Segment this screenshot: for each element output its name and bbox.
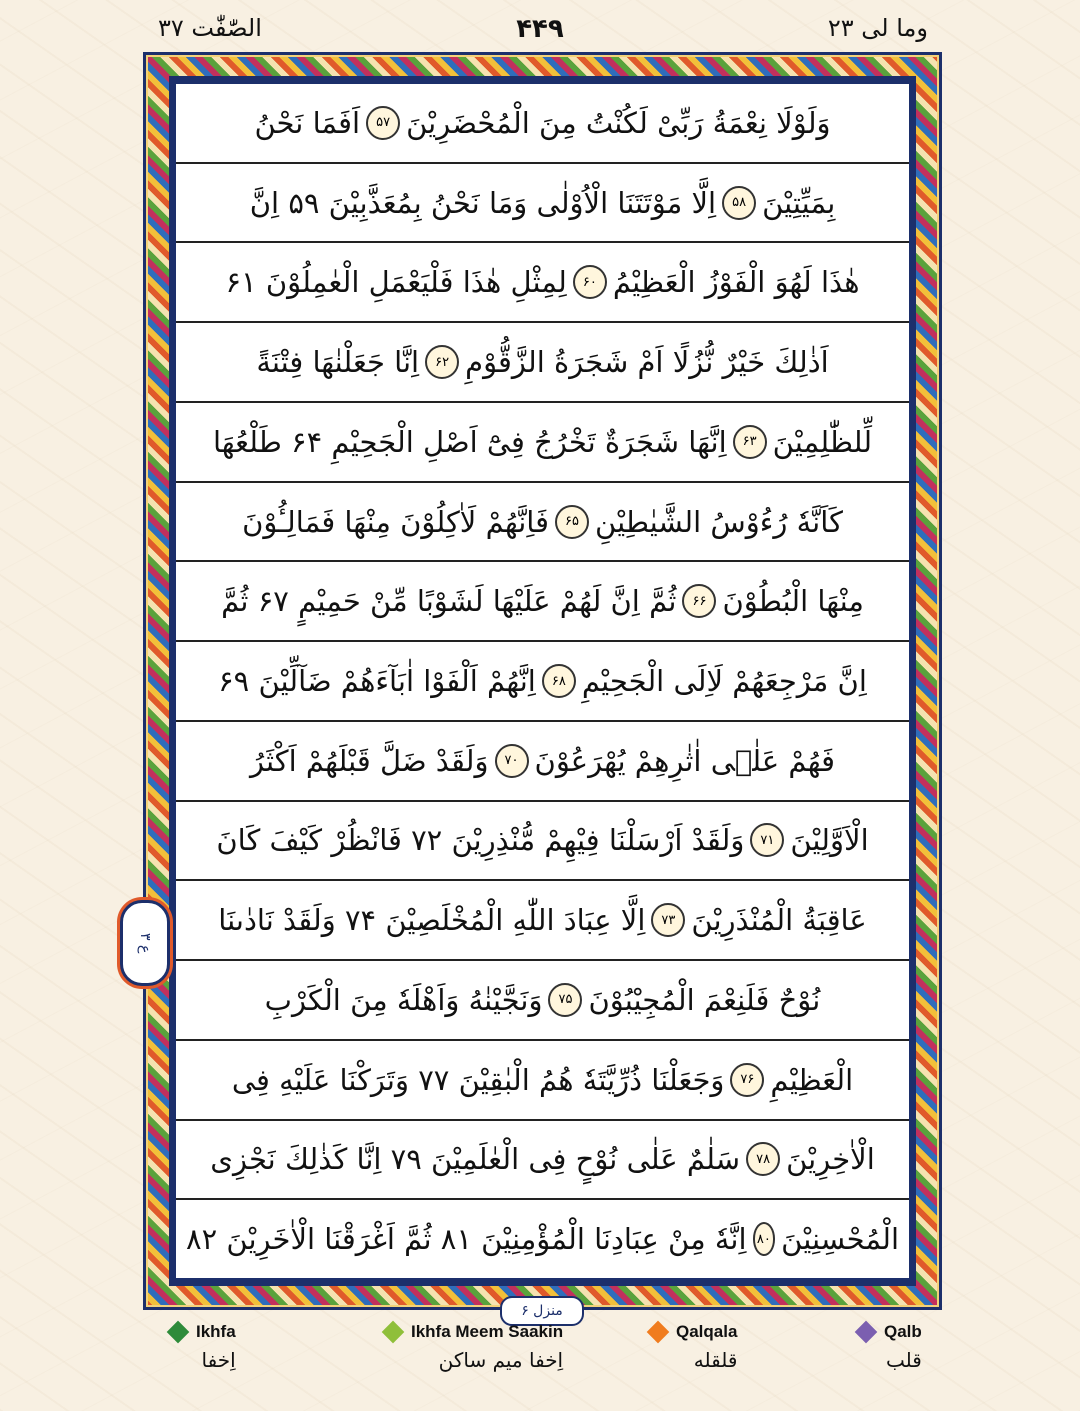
legend-urdu: قلقله xyxy=(693,1348,738,1372)
ayah-marker: ۶۶ xyxy=(682,584,716,618)
line-tail: اِنَّهُمْ اَلْفَوْا اٰبَآءَهُمْ ضَآلِّیْنَ ۶۹ xyxy=(218,664,536,698)
line-text: نُوْحٌ فَلَنِعْمَ الْمُجِیْبُوْنَ xyxy=(588,982,821,1017)
ayah-marker: ۶۸ xyxy=(542,664,576,698)
line-text: عَاقِبَةُ الْمُنْذَرِیْنَ xyxy=(691,903,867,938)
text-line xyxy=(176,164,909,244)
text-line xyxy=(176,562,909,642)
legend-label: Qalqala xyxy=(676,1322,738,1341)
line-text: فَهُمْ عَلٰۤی اٰثٰرِهِمْ یُهْرَعُوْنَ xyxy=(534,743,835,778)
page-number: ۴۴۹ xyxy=(516,14,564,44)
line-tail: وَجَعَلْنَا ذُرِّیَّتَهٗ هُمُ الْبٰقِیْنَ ۷۷ وَتَرَكْنَا عَلَیْهِ فِی xyxy=(231,1062,725,1097)
line-tail: وَلَقَدْ اَرْسَلْنَا فِیْهِمْ مُّنْذِرِیْنَ ۷۲ فَانْظُرْ كَیْفَ كَانَ xyxy=(216,823,745,858)
text-line xyxy=(176,1200,909,1278)
text-line xyxy=(176,1041,909,1121)
legend-item-ikhfa xyxy=(170,1322,236,1372)
line-tail: ثُمَّ اِنَّ لَهُمْ عَلَیْهَا لَشَوْبًا مِّنْ حَمِیْمٍ ۶۷ ثُمَّ xyxy=(221,584,677,619)
line-text: لِّلظّٰلِمِیْنَ xyxy=(772,424,873,459)
legend-item-ikhfa-meem-saakin xyxy=(385,1322,563,1372)
text-line xyxy=(176,84,909,164)
line-tail: لِمِثْلِ هٰذَا فَلْیَعْمَلِ الْعٰمِلُوْنَ ۶۱ xyxy=(225,265,567,300)
ayah-marker: ۵۷ xyxy=(366,106,400,140)
juz-label: وما لی ۲۳ xyxy=(827,14,928,42)
manzil-marker: منزل ۶ xyxy=(500,1296,584,1326)
line-text: مِنْهَا الْبُطُوْنَ xyxy=(722,584,864,619)
diamond-icon xyxy=(647,1321,670,1344)
ayah-marker: ۷۳ xyxy=(651,903,685,937)
text-line xyxy=(176,483,909,563)
legend-urdu: اِخفا میم ساکن xyxy=(438,1348,564,1372)
line-tail: اَفَمَا نَحْنُ xyxy=(254,105,361,140)
line-text: وَلَوْلَا نِعْمَةُ رَبِّیْ لَكُنْتُ مِنَ الْمُحْضَرِیْنَ xyxy=(406,105,831,140)
text-line xyxy=(176,243,909,323)
ayah-marker: ۷۵ xyxy=(548,983,582,1017)
line-text: كَاَنَّهٗ رُءُوْسُ الشَّیٰطِیْنِ xyxy=(595,504,843,539)
line-tail: اِنَّهٗ مِنْ عِبَادِنَا الْمُؤْمِنِیْنَ ۸۱ ثُمَّ اَغْرَقْنَا الْاٰخَرِیْنَ ۸۲ xyxy=(186,1222,747,1257)
line-tail: سَلٰمٌ عَلٰی نُوْحٍ فِی الْعٰلَمِیْنَ ۷۹ اِنَّا كَذٰلِكَ نَجْزِی xyxy=(210,1142,741,1177)
line-text: هٰذَا لَهُوَ الْفَوْزُ الْعَظِیْمُ xyxy=(612,265,860,300)
line-tail: فَاِنَّهُمْ لَاٰكِلُوْنَ مِنْهَا فَمَالِـُٔوْنَ xyxy=(242,504,550,539)
text-line xyxy=(176,802,909,882)
ayah-marker: ۶۲ xyxy=(425,345,459,379)
ayah-marker: ۷۱ xyxy=(750,823,784,857)
line-text: اِنَّ مَرْجِعَهُمْ لَاِلَى الْجَحِیْمِ xyxy=(581,664,867,698)
legend-label: Ikhfa Meem Saakin xyxy=(411,1322,564,1341)
diamond-icon xyxy=(855,1321,878,1344)
line-tail: وَلَقَدْ ضَلَّ قَبْلَهُمْ اَكْثَرُ xyxy=(250,743,489,778)
ayah-marker: ۸۰ xyxy=(753,1222,776,1256)
line-tail: وَنَجَّیْنٰهُ وَاَهْلَهٗ مِنَ الْكَرْبِ xyxy=(264,982,543,1017)
ayah-marker: ۶۵ xyxy=(555,505,589,539)
legend-urdu: اِخفا xyxy=(201,1348,236,1372)
line-text: الْعَظِیْمِ xyxy=(770,1062,854,1097)
legend-label: Ikhfa xyxy=(196,1322,236,1341)
ayah-marker: ۵۸ xyxy=(722,186,756,220)
line-text: الْاَوَّلِیْنَ xyxy=(790,823,869,858)
text-line xyxy=(176,961,909,1041)
ayah-marker: ۷۰ xyxy=(495,744,529,778)
legend-urdu: قلب xyxy=(885,1348,922,1372)
line-tail: اِلَّا عِبَادَ اللّٰهِ الْمُخْلَصِیْنَ ۷۴ وَلَقَدْ نَادٰىنَا xyxy=(218,903,646,938)
text-line xyxy=(176,403,909,483)
ayah-marker: ۷۶ xyxy=(730,1063,764,1097)
text-line xyxy=(176,642,909,722)
legend-item-qalb xyxy=(858,1322,922,1372)
surah-label: الصّٰفّٰت ۳۷ xyxy=(158,14,262,42)
ayah-marker: ۶۳ xyxy=(733,425,767,459)
line-tail: اِنَّهَا شَجَرَةٌ تَخْرُجُ فِیْٓ اَصْلِ الْجَحِیْمِ ۶۴ طَلْعُهَا xyxy=(212,424,727,459)
line-text: الْاٰخِرِیْنَ xyxy=(786,1142,875,1177)
text-line xyxy=(176,722,909,802)
diamond-icon xyxy=(382,1321,405,1344)
ayah-marker: ۶۰ xyxy=(573,265,607,299)
line-text: الْمُحْسِنِیْنَ xyxy=(781,1222,899,1257)
text-line xyxy=(176,323,909,403)
text-line xyxy=(176,881,909,961)
quran-text-area xyxy=(176,84,909,1278)
line-text: بِمَیِّتِیْنَ xyxy=(762,185,836,220)
legend-item-qalqala xyxy=(650,1322,737,1372)
ayah-marker: ۷۸ xyxy=(746,1142,780,1176)
line-text: اَذٰلِكَ خَیْرٌ نُّزُلًا اَمْ شَجَرَةُ الزَّقُّوْمِ xyxy=(465,345,829,380)
text-line xyxy=(176,1121,909,1201)
ruku-marker: ع ۳ xyxy=(120,900,170,986)
line-tail: اِلَّا مَوْتَتَنَا الْاُوْلٰی وَمَا نَحْنُ بِمُعَذَّبِیْنَ ۵۹ اِنَّ xyxy=(249,185,717,220)
diamond-icon xyxy=(167,1321,190,1344)
tajweed-legend xyxy=(0,1322,1080,1411)
line-tail: اِنَّا جَعَلْنٰهَا فِتْنَةً xyxy=(256,345,420,380)
legend-label: Qalb xyxy=(884,1322,922,1341)
